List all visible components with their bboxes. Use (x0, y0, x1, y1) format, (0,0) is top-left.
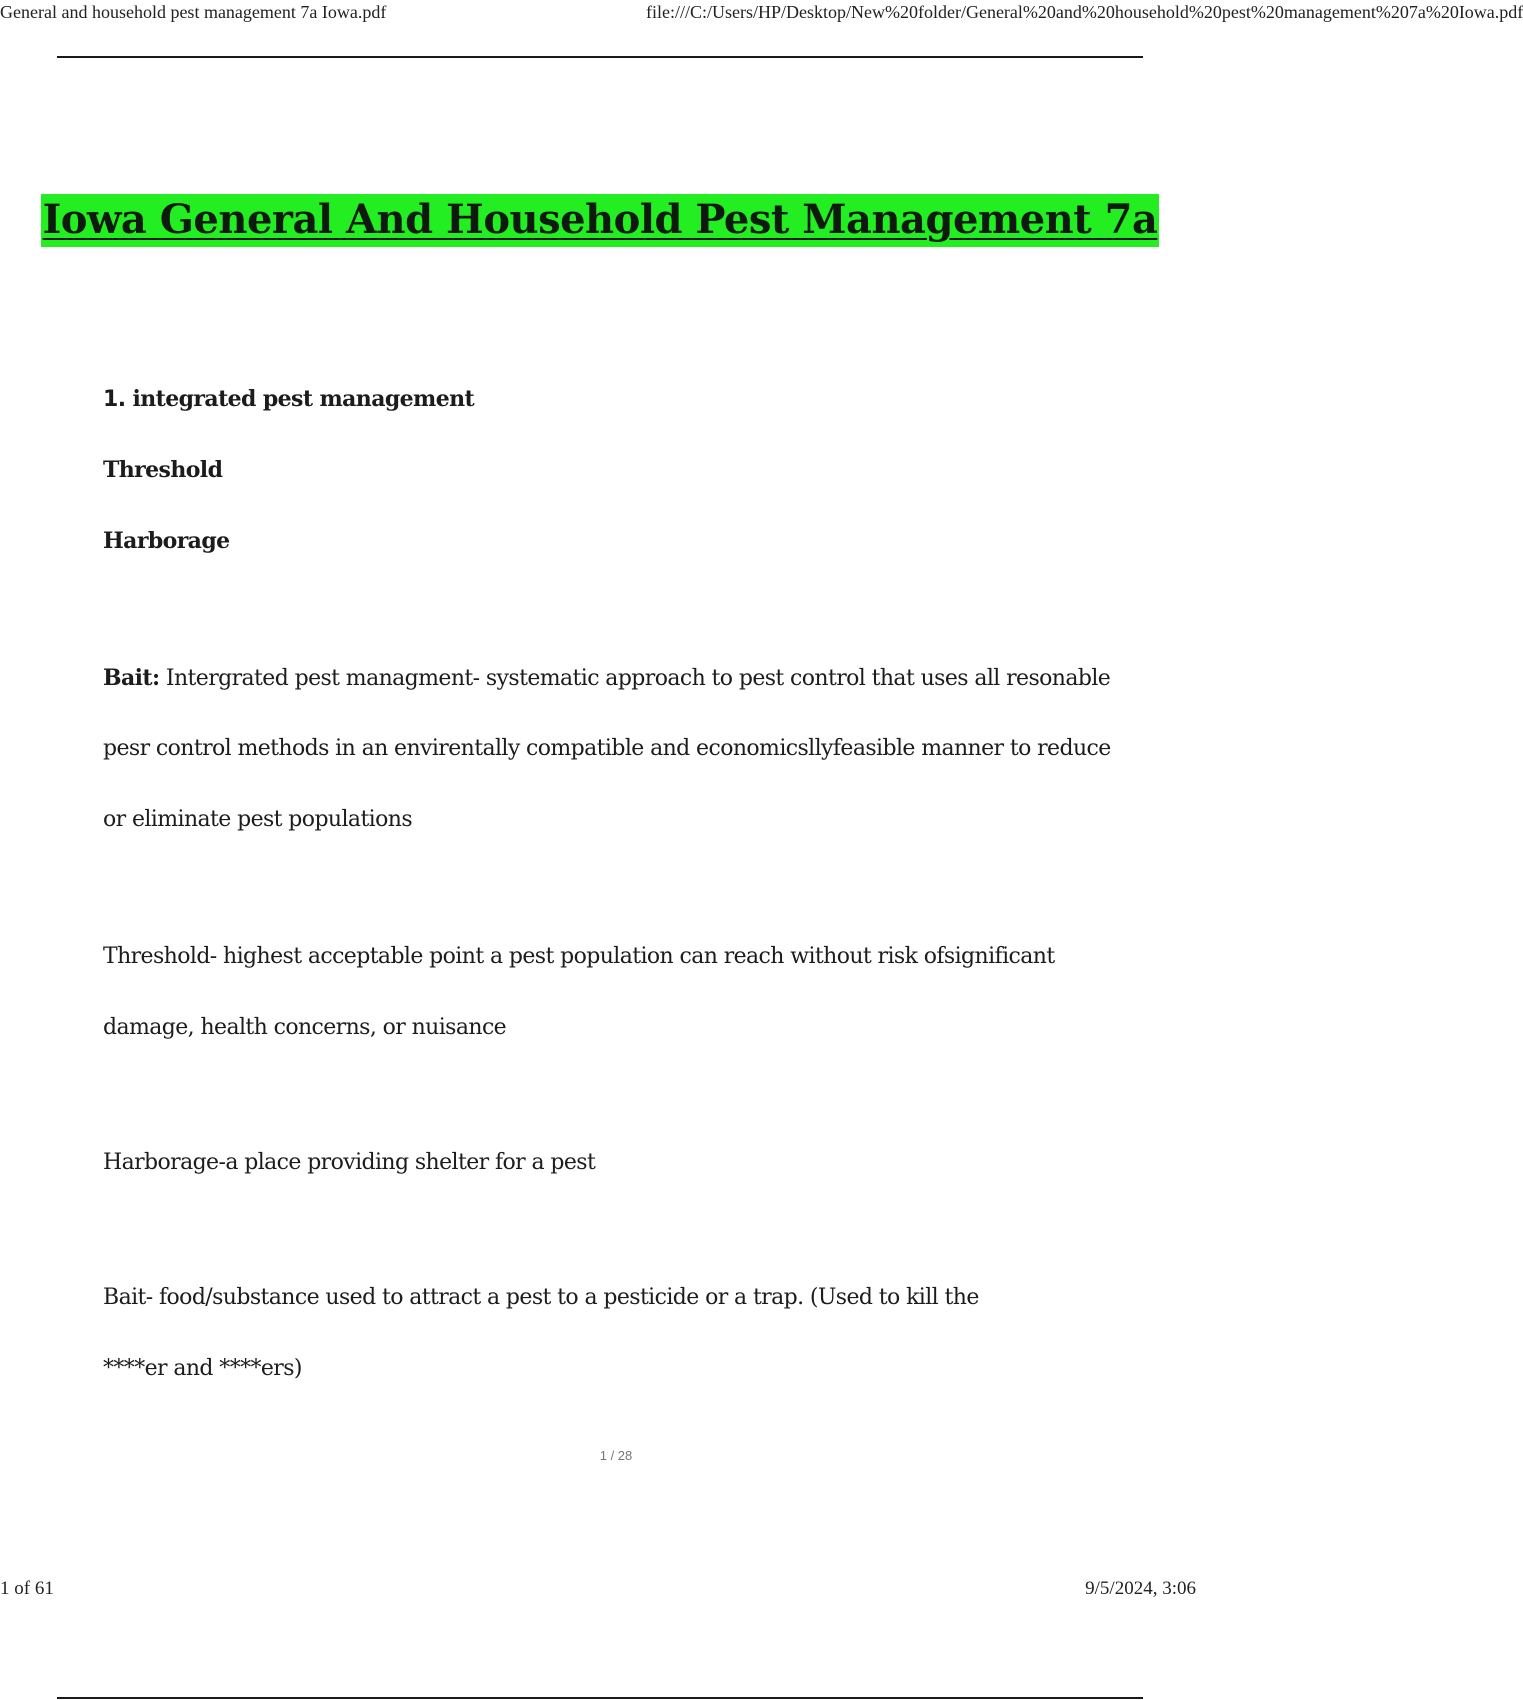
question-number: 1. (103, 387, 126, 412)
footer-divider (57, 1697, 1143, 1699)
subterm-threshold: Threshold (103, 457, 223, 483)
question-term: integrated pest management (132, 386, 475, 412)
print-footer (0, 1578, 1200, 1600)
answer-line: pesr control methods in an envirentally compatible and economicsllyfeasible manner to reduce (103, 736, 1111, 761)
subterm-harborage: Harborage (103, 528, 230, 554)
document-name: General and household pest management 7a Iowa.pdf (0, 2, 387, 22)
file-path: file:///C:/Users/HP/Desktop/New%20folder/General%20and%20household%20pest%20management%207a%20Iowa.pdf (646, 2, 1523, 22)
answer-line: or eliminate pest populations (103, 807, 413, 832)
definition-bait-line: ****er and ****ers) (103, 1356, 302, 1381)
answer-line (103, 663, 1110, 694)
page-title-text: Iowa General And Household Pest Management 7a (41, 194, 1160, 247)
definition-threshold-line: damage, health concerns, or nuisance (103, 1015, 507, 1040)
definition-harborage-line: Harborage-a place providing shelter for a pest (103, 1150, 596, 1175)
question-heading (103, 384, 474, 415)
print-date: 9/5/2024, 3:06 (1085, 1578, 1196, 1599)
header-divider (57, 56, 1143, 58)
answer-text: Intergrated pest managment- systematic approach to pest control that uses all resonable (159, 666, 1111, 691)
page-indicator: 1 / 28 (599, 1448, 633, 1463)
answer-label: Bait: (103, 665, 160, 691)
definition-threshold-line: Threshold- highest acceptable point a pest population can reach without risk ofsignificant (103, 944, 1055, 969)
print-header (0, 2, 1523, 24)
definition-bait-line: Bait- food/substance used to attract a pest to a pesticide or a trap. (Used to kill the (103, 1285, 979, 1310)
page-title (0, 194, 1200, 247)
page-count: 1 of 61 (0, 1578, 54, 1599)
